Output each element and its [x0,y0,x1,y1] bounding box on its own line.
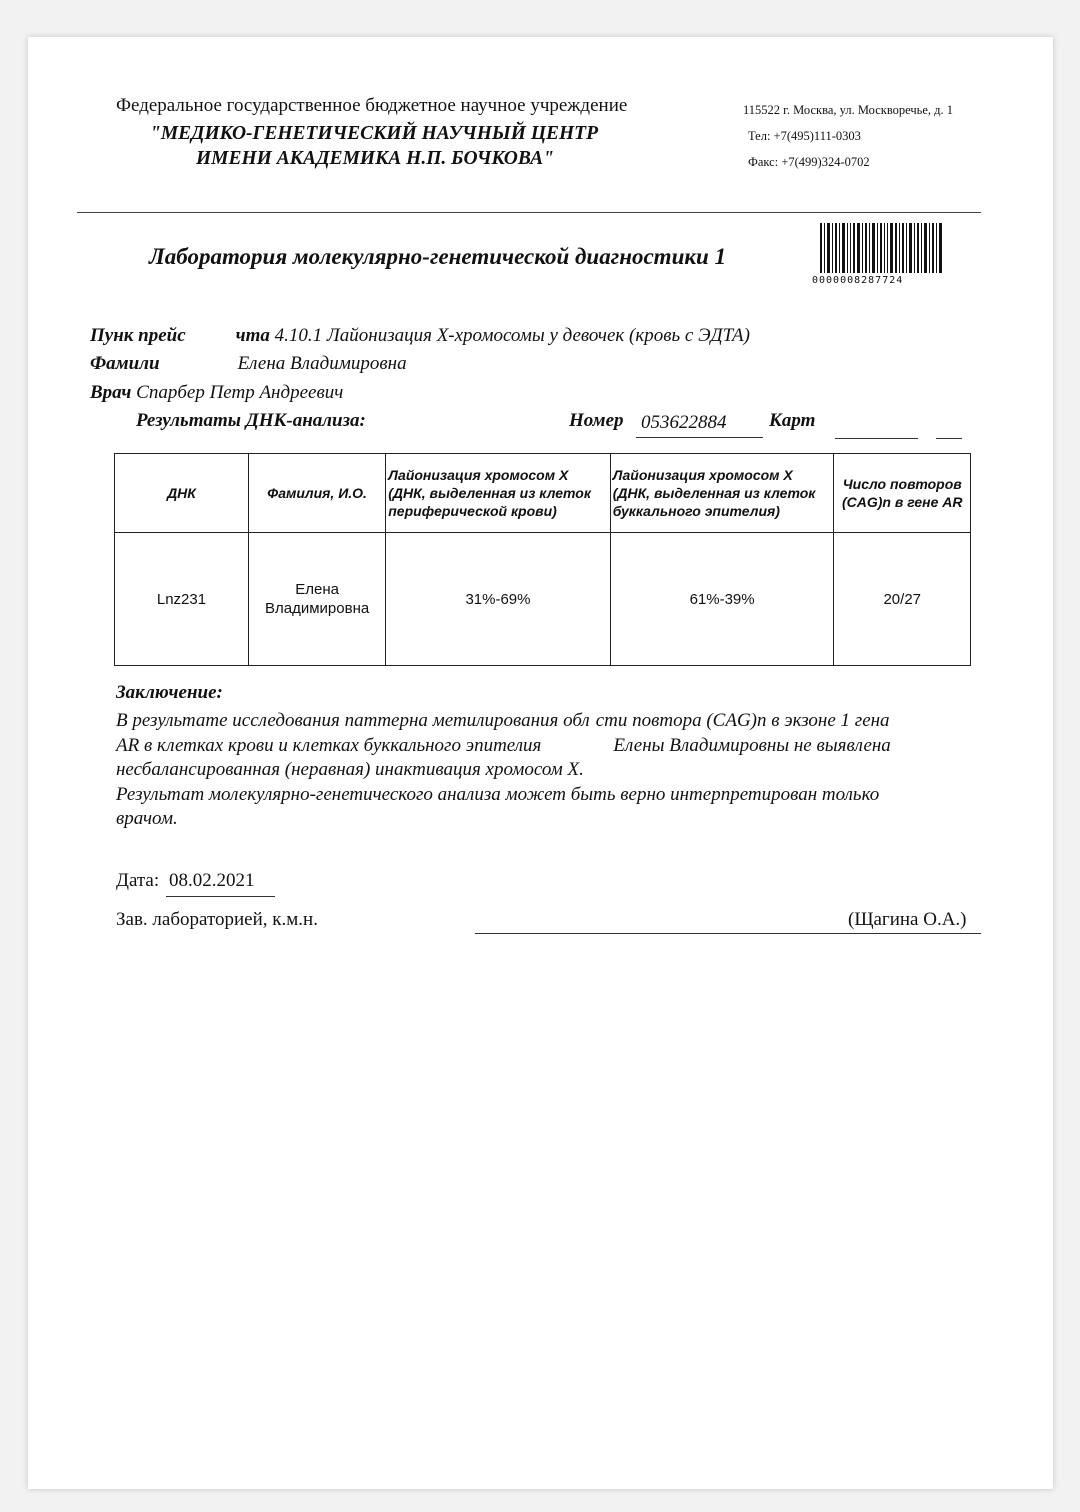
redaction [918,433,936,441]
table-cell: Елена Владимировна [248,533,385,666]
conclusion-text: AR в клетках крови и клетках буккального эпителия [116,734,542,756]
table-header-cell: Число повторов (CAG)n в гене AR [834,454,971,533]
conclusion-text: сти повтора (CAG)n в экзоне 1 гена [595,710,890,731]
document-page [28,37,1053,1489]
field-vrach-value: Спарбер Петр Андреевич [136,382,344,403]
signer-name: (Щагина О.А.) [848,909,967,930]
conclusion-line: Результат молекулярно-генетического анализа может быть верно интерпретирован только [116,783,880,805]
head-of-lab-label: Зав. лабораторией, к.м.н. [116,909,318,930]
signature-line [475,933,981,934]
date-label: Дата: [116,870,160,891]
field-vrach [90,382,343,404]
table-header-cell: Лайонизация хромосом Х (ДНК, выделенная из клеток буккального эпителия) [610,454,834,533]
karta-underline [835,438,962,439]
field-familiya-value: Елена Владимировна [237,353,407,374]
barcode-icon [820,223,942,273]
org-fax: Факс: +7(499)324-0702 [748,155,870,169]
table-header-row [115,454,971,533]
org-phone: Тел: +7(495)111-0303 [748,129,861,143]
table-header-cell: Фамилия, И.О. [248,454,385,533]
org-name-line2: "МЕДИКО-ГЕНЕТИЧЕСКИЙ НАУЧНЫЙ ЦЕНТР [150,123,598,144]
field-familiya-label: Фамили [90,353,160,374]
date-underline [166,896,275,897]
table-row [115,533,971,666]
table-header-cell: ДНК [115,454,249,533]
conclusion-text: В результате исследования паттерна метилирования обл [116,710,590,731]
nomer-label: Номер [569,410,624,431]
table-cell: 31%-69% [386,533,610,666]
karta-label: Карт [769,410,816,431]
org-address: 115522 г. Москва, ул. Москворечье, д. 1 [743,103,954,117]
field-punkt [90,325,750,347]
field-punkt-label-tail: чта [235,325,270,346]
results-table [114,453,971,666]
conclusion-text: Елены Владимировны не выявлена [613,734,891,756]
org-name-line3: ИМЕНИ АКАДЕМИКА Н.П. БОЧКОВА" [196,148,554,169]
table-header-cell: Лайонизация хромосом Х (ДНК, выделенная из клеток периферической крови) [386,454,610,533]
field-vrach-label: Врач [90,382,132,403]
table-cell: Lnz231 [115,533,249,666]
conclusion-title: Заключение: [116,682,223,703]
nomer-value: 053622884 [641,412,727,433]
results-label: Результаты ДНК-анализа: [136,410,366,431]
conclusion-line [116,734,976,759]
barcode-number: 0000008287724 [812,275,904,286]
nomer-underline [636,437,763,438]
conclusion-line [116,709,976,734]
conclusion-line: несбалансированная (неравная) инактивация хромосом Х. [116,759,584,780]
header-divider [77,212,981,213]
lab-title: Лаборатория молекулярно-генетической диагностики 1 [149,244,727,269]
conclusion-body [116,709,976,832]
field-punkt-value: 4.10.1 Лайонизация Х-хромосомы у девочек (кровь с ЭДТА) [274,325,750,346]
table-cell: 20/27 [834,533,971,666]
org-name-line1: Федеральное государственное бюджетное научное учреждение [116,95,628,116]
date-value: 08.02.2021 [169,870,255,891]
table-cell: 61%-39% [610,533,834,666]
conclusion-line: врачом. [116,808,178,829]
field-familiya [90,353,407,375]
field-punkt-label: Пунк прейс [90,325,186,346]
